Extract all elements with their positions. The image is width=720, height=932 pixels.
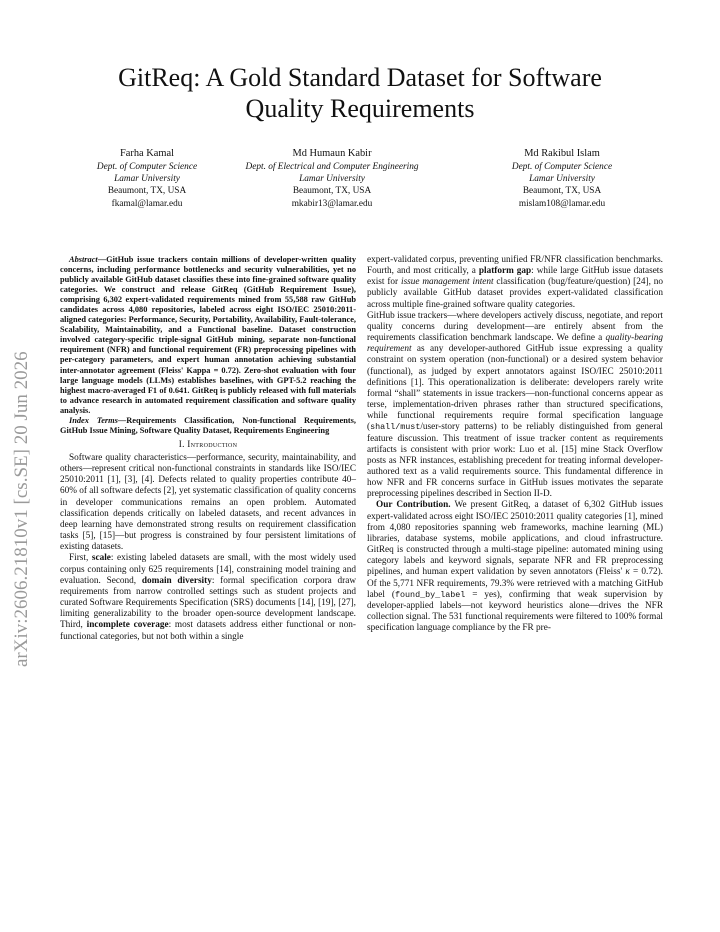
arxiv-id-text: arXiv:2606.21810v1 [cs.SE] 20 Jun 2026 xyxy=(11,351,32,667)
author-dept: Dept. of Computer Science xyxy=(96,162,198,172)
contribution-paragraph xyxy=(367,500,663,634)
text-run: expert-validated corpus, preventing unified FR/NFR classification benchmarks. Fourth, and most critically, a xyxy=(367,255,663,277)
italic-term: quality-bearing requirement xyxy=(367,333,663,355)
text-run: GitHub issue trackers—where developers actively discuss, negotiate, and report quality concerns during development—are entirely absent from the requirements classification benchmark landscape. We define a xyxy=(367,310,663,344)
left-column xyxy=(60,255,356,643)
section-heading: I. Introduction xyxy=(178,439,238,450)
author-dept: Dept. of Computer Science xyxy=(511,162,613,172)
bold-term: platform gap xyxy=(478,266,532,277)
text-run: : formal specification corpora draw requirements from narrow controlled settings such as student projects and curated Software Requirements Specification (SRS) documents [14], [19], [27], limiting generalizability to the broader open-source development landscape. Third, xyxy=(60,575,356,631)
text-run: : existing labeled datasets are small, with the most widely used corpus containing only 625 requirements [14], constraining model training and evaluation. Second, xyxy=(60,553,357,586)
abstract-label: Abstract— xyxy=(69,255,107,264)
index-terms xyxy=(60,416,356,436)
bold-term: incomplete coverage xyxy=(86,620,169,631)
author-email: mislam108@lamar.edu xyxy=(518,198,606,209)
author-block xyxy=(62,147,662,217)
author-name: Md Rakibul Islam xyxy=(524,148,600,159)
code-term: found_by_label xyxy=(394,589,466,600)
bold-term: domain diversity xyxy=(141,575,212,586)
author-city: Beaumont, TX, USA xyxy=(107,186,187,197)
author-univ: Lamar University xyxy=(114,174,180,185)
right-paragraph-2 xyxy=(367,311,663,501)
text-run: : most datasets address either functional or non-functional categories, but not both within a single xyxy=(60,620,356,642)
text-run: as any developer-authored GitHub issue expressing a quality constraint on system operation (non-functional) or a desired system behavior (functional), as judged by expert annotators against ISO/IEC 25010:2011 definitions [1]. This operationalization is deliberate: developers rarely write formal “shall” statements in issue trackers—non-functional concerns appear as terse, implementation-driven phrases rather than structured specifications, while functional requirements require formal specification language ( xyxy=(367,344,663,433)
text-run: = yes), confirming that weak supervision by developer-applied labels—not keyword heuristics alone—drives the NFR collection signal. The 531 functional requirements were filtered to 100% formal specification language compliance by the FR pre- xyxy=(367,589,664,634)
right-column xyxy=(367,255,663,634)
bold-term: Our Contribution. xyxy=(376,500,451,511)
bold-term: scale xyxy=(91,553,111,564)
author-3 xyxy=(477,147,647,210)
intro-paragraph-2 xyxy=(60,553,356,642)
author-city: Beaumont, TX, USA xyxy=(292,186,372,197)
index-terms-text: Requirements Classification, Non-functional Requirements, GitHub Issue Mining, Software Quality Dataset, Requirements Engineering xyxy=(60,415,356,435)
italic-term: issue management intent xyxy=(401,277,494,288)
abstract xyxy=(60,255,356,416)
right-paragraph-1 xyxy=(367,255,663,311)
author-1 xyxy=(72,147,222,210)
abstract-text: GitHub issue trackers contain millions of developer-written quality concerns, including performance bottlenecks and security vulnerabilities, yet no publicly available GitHub dataset classifies these into fine-grained software quality categories. We construct and release GitReq (GitHub Requirement Issue), comprising 6,302 expert-validated requirements mined from 55,588 raw GitHub candidates across 4,080 repositories, labeled across eight ISO/IEC 25010:2011-aligned categories: Performance, Security, Portability, Availability, Fault-tolerance, Scalability, Maintainability, and a Functional baseline. Dataset construction involved category-specific triple-signal GitHub mining, separate non-functional requirement (NFR) and functional requirement (FR) preprocessing pipelines with per-category parameters, and expert human annotation achieving substantial inter-annotator agreement (Fleiss' Kappa = 0.72). Zero-shot evaluation with four large language models (LLMs) establishes baselines, with GPT-5.2 reaching the highest macro-averaged F1 of 0.641. GitReq is publicly released with full materials to advance research in automated requirement classification and software quality analysis. xyxy=(60,255,356,415)
author-name: Farha Kamal xyxy=(120,148,174,159)
author-name: Md Humaun Kabir xyxy=(292,148,372,159)
index-terms-label: Index Terms— xyxy=(69,415,127,425)
arxiv-identifier-stamp xyxy=(6,262,34,672)
author-email: mkabir13@lamar.edu xyxy=(291,198,373,209)
text-run: /user-story patterns) to be reliably distinguished from general feature discussion. This treatment of issue tracker content as requirements artifacts is consistent with prior work: Luo et al. [15] mine Stack Overflow posts as NFR instances, establishing precedent for treating informal developer-authored text as a valid requirements source. This fundamental difference in how NFR and FR concerns surface in GitHub issues motivates the separate preprocessing pipelines described in Section II-D. xyxy=(367,422,663,500)
text-run: We present GitReq, a dataset of 6,302 GitHub issues expert-validated across eight ISO/IEC 25010:2011 quality categories [1], mined from 4,080 repositories spanning web frameworks, machine learning (ML) libraries, database systems, mobile applications, and cloud infrastructure. GitReq is constructed through a multi-stage pipeline: automated mining using category labels and keyword signals, separate NFR and FR preprocessing pipelines, and human expert validation by seven annotators (Fleiss' xyxy=(367,500,663,578)
italic-term: κ xyxy=(625,567,630,578)
text-run: classification (bug/feature/question) [24], no publicly available GitHub dataset provides expert-validated classification across multiple fine-grained software quality categories. xyxy=(367,277,663,310)
author-univ: Lamar University xyxy=(529,174,595,185)
text-run: First, xyxy=(69,553,92,564)
author-univ: Lamar University xyxy=(299,174,365,185)
text-run: : while large GitHub issue datasets exist for xyxy=(367,266,663,288)
intro-paragraph-1: Software quality characteristics—performance, security, maintainability, and others—represent critical non-functional constraints in standards like ISO/IEC 25010:2011 [1], [3], [4]. Defects related to quality properties contribute 40–60% of all software defects [2], yet systematic classification of quality concerns in developer communications remains an open problem. Automated classification depends critically on labeled datasets, and recent advances in deep learning have demonstrated strong results on requirement classification tasks [5], [15]—but progress is constrained by four persistent limitations of existing datasets. xyxy=(60,453,356,553)
author-email: fkamal@lamar.edu xyxy=(111,198,183,209)
code-term: shall/must xyxy=(370,422,421,433)
text-run: = 0.72). Of the 5,771 NFR requirements, 79.3% were retrieved with a matching GitHub label ( xyxy=(367,567,663,600)
author-2 xyxy=(232,147,432,210)
title-line-2: Quality Requirements xyxy=(245,94,475,123)
title-line-1: GitReq: A Gold Standard Dataset for Software xyxy=(118,63,602,92)
author-dept: Dept. of Electrical and Computer Engineering xyxy=(245,162,419,172)
author-city: Beaumont, TX, USA xyxy=(522,186,602,197)
paper-title xyxy=(60,62,660,124)
